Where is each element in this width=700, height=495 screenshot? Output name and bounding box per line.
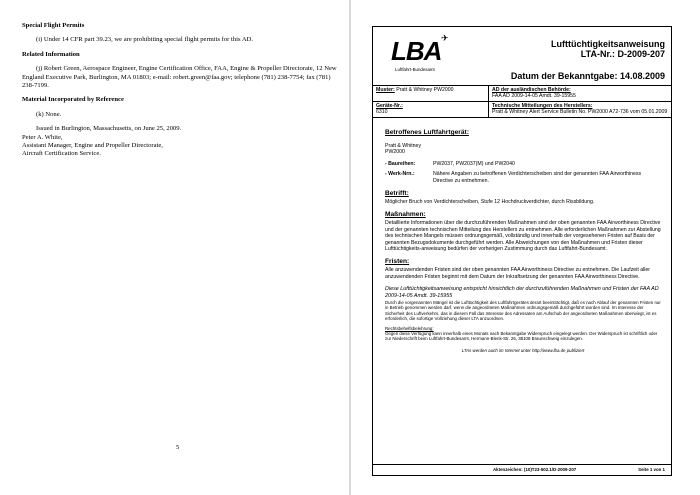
info-row (373, 102, 671, 118)
airplane-icon: ✈ (441, 33, 449, 43)
paragraph-k: (k) None. (36, 110, 62, 118)
baureihen-value: PW2037, PW2037(M) und PW2040 (433, 160, 515, 167)
muster-cell (373, 86, 489, 101)
logo-lettering: LBA (391, 36, 442, 66)
ad-cell (489, 86, 671, 101)
baureihen-label: - Baureihen: (385, 160, 416, 167)
left-page (22, 22, 342, 159)
page-gutter (349, 0, 351, 495)
tech-label: Technische Mitteilungen des Herstellers: (492, 102, 593, 109)
muster-label: Muster: (376, 87, 395, 93)
document-footer (373, 464, 671, 475)
legal-remedy-text: Gegen diese Verfügung kann innerhalb eines Monats nach Bekanntgabe Widerspruch eingelegt werden. Der Widerspruch ist schriftlich oder zur Niederschrift beim Luftfahrt-Bundesamt, Hermann-Blenk-Str. 26, 38108 Braunschweig einzulegen. (385, 331, 658, 342)
werk-label: - Werk-Nrn.: (385, 171, 415, 178)
lta-number: LTA-Nr.: D-2009-207 (580, 49, 665, 59)
document-body (385, 129, 661, 353)
fristen-text: Alle anzuwendenden Fristen sind der oben genannten FAA Airworthiness Directive zu entnehmen. Die Laufzeit aller anzuwendenden Fristen beginnt mit dem Datum der Inkraftsetzung der genannten FAA Airworthiness Directive. (385, 267, 651, 280)
geraet-line: PW2000 (385, 149, 405, 156)
section-fristen: Fristen: (385, 258, 410, 266)
info-row (373, 86, 671, 102)
section-massnahmen: Maßnahmen: (385, 211, 426, 219)
footer-file-reference: Aktenzeichen: (10)T23-502.1/D-2009-207 (493, 467, 577, 472)
announcement-date: Datum der Bekanntgabe: 14.08.2009 (510, 71, 665, 81)
massnahmen-text: Detaillierte Informationen über die durchzuführenden Maßnahmen sind der oben genannten FAA Airworthiness Directive und der genannten technischen Mitteilung des Herstellers zu entnehmen. Alle erforderlichen Maßnahmen zur Abstellung des technischen Mangels müssen ordnungsgemäß, vollständig und innerhalb der vorgesehenen Fristen auf Basis der genannten Bezugsdokumente durchgeführt werden. Alle Abweichungen von den Maßnahmen und Fristen dieser Lufttüchtigkeits-anweisung bedürfen der vorherigen Zustimmung durch das Luftfahrt-Bundesamt. (385, 220, 661, 253)
footer-page-count: Seite 1 von 1 (638, 467, 665, 472)
italic-note: Diese Lufttüchtigkeitsanweisung entspricht hinsichtlich der durchzuführenden Maßnahmen und Fristen der FAA AD 2009-14-05 Amdt. 39-15955 (385, 286, 659, 299)
document-header (373, 27, 671, 87)
signature-service: Aircraft Certification Service. (22, 150, 101, 158)
logo-subtitle: Luftfahrt-Bundesamt (395, 67, 435, 72)
geraete-value: 6310 (376, 109, 388, 116)
ad-label: AD der ausländischen Behörde: (492, 87, 571, 93)
baureihen-row (385, 161, 661, 167)
tech-cell (489, 102, 671, 117)
ad-value: FAA AD 2009-14-05 Amdt. 39-15955 (492, 93, 576, 100)
signature-name: Peter A. White, (22, 133, 63, 141)
document-title: Lufttüchtigkeitsanweisung (550, 39, 665, 49)
paragraph-i: (i) Under 14 CFR part 39.23, we are prohibiting special flight permits for this AD. (36, 36, 254, 44)
heading-material-incorporated: Material Incorporated by Reference (22, 96, 124, 104)
section-betroffenes-geraet: Betroffenes Luftfahrtgerät: (385, 129, 469, 136)
werk-value: Nähere Angaben zu betroffenen Verdichterscheiben sind der genannten FAA Airworthiness Directive zu entnehmen. (433, 171, 642, 184)
muster-value: Pratt & Whitney PW2000 (396, 87, 454, 93)
info-grid (373, 85, 671, 118)
page-number: 5 (176, 444, 180, 451)
werk-row (385, 171, 661, 184)
geraete-cell (373, 102, 489, 117)
internet-note: LTAs werden auch im Internet unter http://www.lba.de publiziert (461, 347, 585, 353)
signature-title: Assistant Manager, Engine and Propeller Directorate, (22, 142, 163, 150)
geraet-text (385, 143, 661, 156)
paragraph-j: (j) Robert Green, Aerospace Engineer, Engine Certification Office, FAA, Engine & Propeller Directorate, 12 New England Executive Park, Burlington, MA 01803; e-mail: robert.green@faa.gov; telephone (781) 238-7754; fax (781) 238-7199. (22, 65, 337, 90)
heading-special-flight-permits: Special Flight Permits (22, 22, 85, 29)
section-betrifft: Betrifft: (385, 190, 409, 198)
tech-value: Pratt & Whitney Alert Service Bulletin No. PW2000 A72-736 vom 05.01.2009 (492, 109, 668, 116)
right-page (372, 26, 672, 476)
betrifft-text: Möglicher Bruch von Verdichterscheiben, Stufe 12 Hochdruckverdichter, durch Rissbildung. (385, 199, 595, 206)
legal-remedy-label: Rechtsbehelfsbelehrung: (385, 325, 434, 331)
geraete-label: Geräte-Nr.: (376, 102, 403, 109)
lba-logo (391, 35, 461, 75)
geraet-line: Pratt & Whitney (385, 143, 422, 149)
issued-line: Issued in Burlington, Massachusetts, on June 25, 2009. (36, 125, 182, 133)
heading-related-information: Related Information (22, 50, 80, 58)
small-print-justification: Durch die vorgenannten Mängel ist die Lufttüchtigkeit des Luftfahrtgerätes derart beeinträchtigt, daß es nach Ablauf der genannten Fristen nur in Betrieb genommen werden darf, wenn die angeordneten Maßnahmen ordnungsgemäß durchgeführt worden sind. Im Interesse der Sicherheit des Luftverkehrs, das in diesem Fall das Interesse des Adressaten am Aufschub der angeordneten Maßnahmen überwiegt, ist es erforderlich, die sofortige Vollziehung dieser LTA anzuordnen. (385, 300, 661, 321)
